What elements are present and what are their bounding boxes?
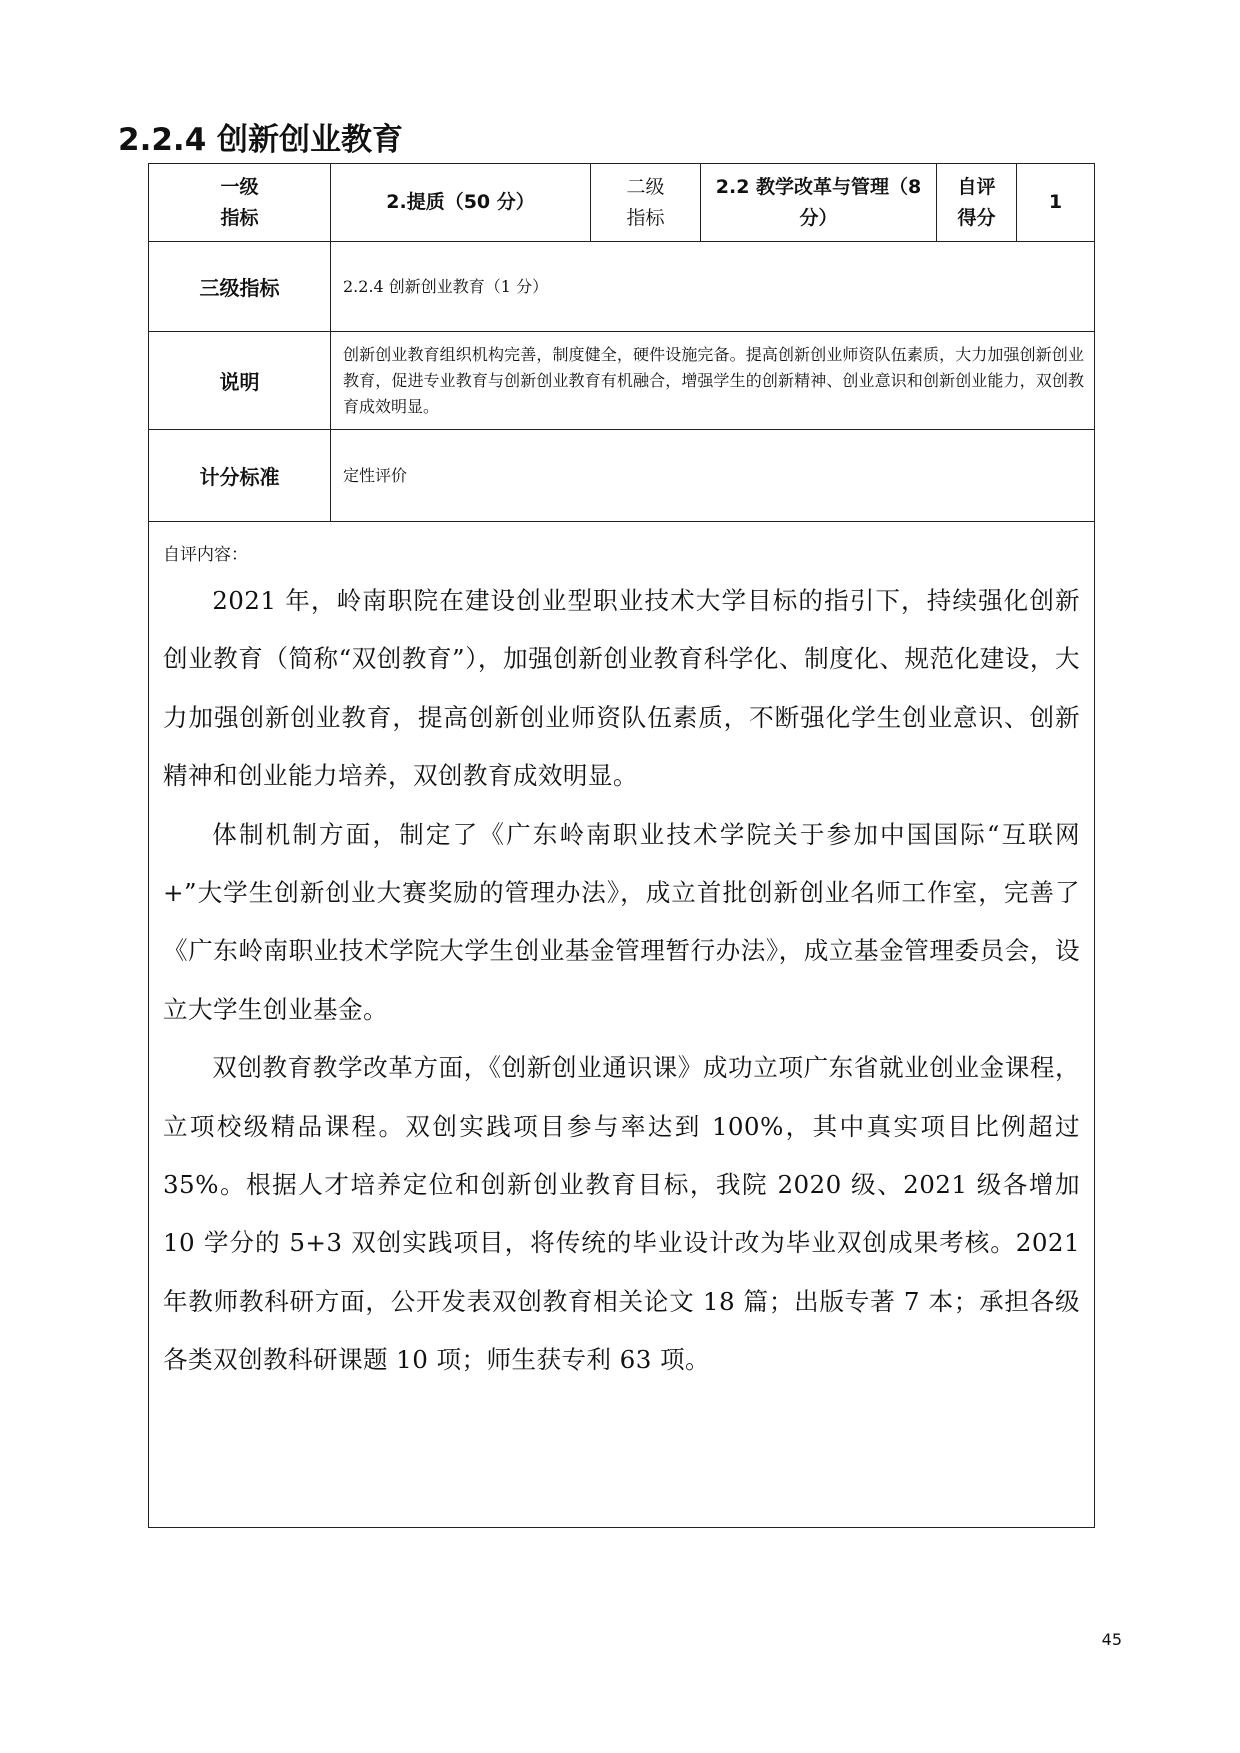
header-row (149, 164, 1095, 242)
indicator-table (148, 163, 1095, 1528)
level1-value-text: 2.提质（50 分） (386, 191, 535, 213)
self-eval-paragraph-1: 2021 年，岭南职院在建设创业型职业技术大学目标的指引下，持续强化创新创业教育（简称“双创教育”），加强创新创业教育科学化、制度化、规范化建设，大力加强创新创业教育，提高创新创业师资队伍素质，不断强化学生创业意识、创新精神和创业能力培养，双创教育成效明显。 (163, 586, 1080, 791)
self-eval-content (149, 522, 1095, 1528)
self-eval-paragraph-2: 体制机制方面，制定了《广东岭南职业技术学院关于参加中国国际“互联网+”大学生创新创业大赛奖励的管理办法》，成立首批创新创业名师工作室，完善了《广东岭南职业技术学院大学生创业基金管理暂行办法》，成立基金管理委员会，设立大学生创业基金。 (163, 819, 1080, 1024)
score-label (937, 164, 1017, 242)
self-eval-row (149, 522, 1095, 1528)
description-label: 说明 (149, 332, 331, 430)
level3-label: 三级指标 (149, 242, 331, 332)
score-value (1017, 164, 1095, 242)
level2-value (701, 164, 937, 242)
level3-value: 2.2.4 创新创业教育（1 分） (331, 242, 1095, 332)
page-number: 45 (1101, 1630, 1122, 1649)
score-value-text: 1 (1048, 191, 1063, 213)
level2-value-text: 2.2 教学改革与管理（8 分） (715, 175, 922, 229)
section-title: 2.2.4 创新创业教育 (118, 122, 404, 158)
level2-label (591, 164, 701, 242)
self-eval-paragraph-3: 双创教育教学改革方面，《创新创业通识课》成功立项广东省就业创业金课程，立项校级精品课程。双创实践项目参与率达到 100%，其中真实项目比例超过 35%。根据人才培养定位和创新创业教育目标，我院 2020 级、2021 级各增加 10 学分的 5+3 双创实践项目，将传统的毕业设计改为毕业双创成果考核。2021 年教师教科研方面，公开发表双创教育相关论文 18 篇；出版专著 7 本；承担各级各类双创教科研课题 10 项；师生获专利 63 项。 (163, 1053, 1080, 1375)
level3-row (149, 242, 1095, 332)
level1-label-text: 一级 指标 (220, 175, 259, 229)
level2-label-text: 二级 指标 (626, 175, 665, 229)
description-row (149, 332, 1095, 430)
level1-value (331, 164, 591, 242)
scoring-label: 计分标准 (149, 430, 331, 522)
scoring-row (149, 430, 1095, 522)
score-label-text: 自评 得分 (957, 175, 996, 229)
scoring-value: 定性评价 (331, 430, 1095, 522)
self-eval-label: 自评内容： (163, 545, 248, 565)
description-value: 创新创业教育组织机构完善，制度健全，硬件设施完备。提高创新创业师资队伍素质，大力加强创新创业教育，促进专业教育与创新创业教育有机融合，增强学生的创新精神、创业意识和创新创业能力，双创教育成效明显。 (331, 332, 1095, 430)
level1-label (149, 164, 331, 242)
